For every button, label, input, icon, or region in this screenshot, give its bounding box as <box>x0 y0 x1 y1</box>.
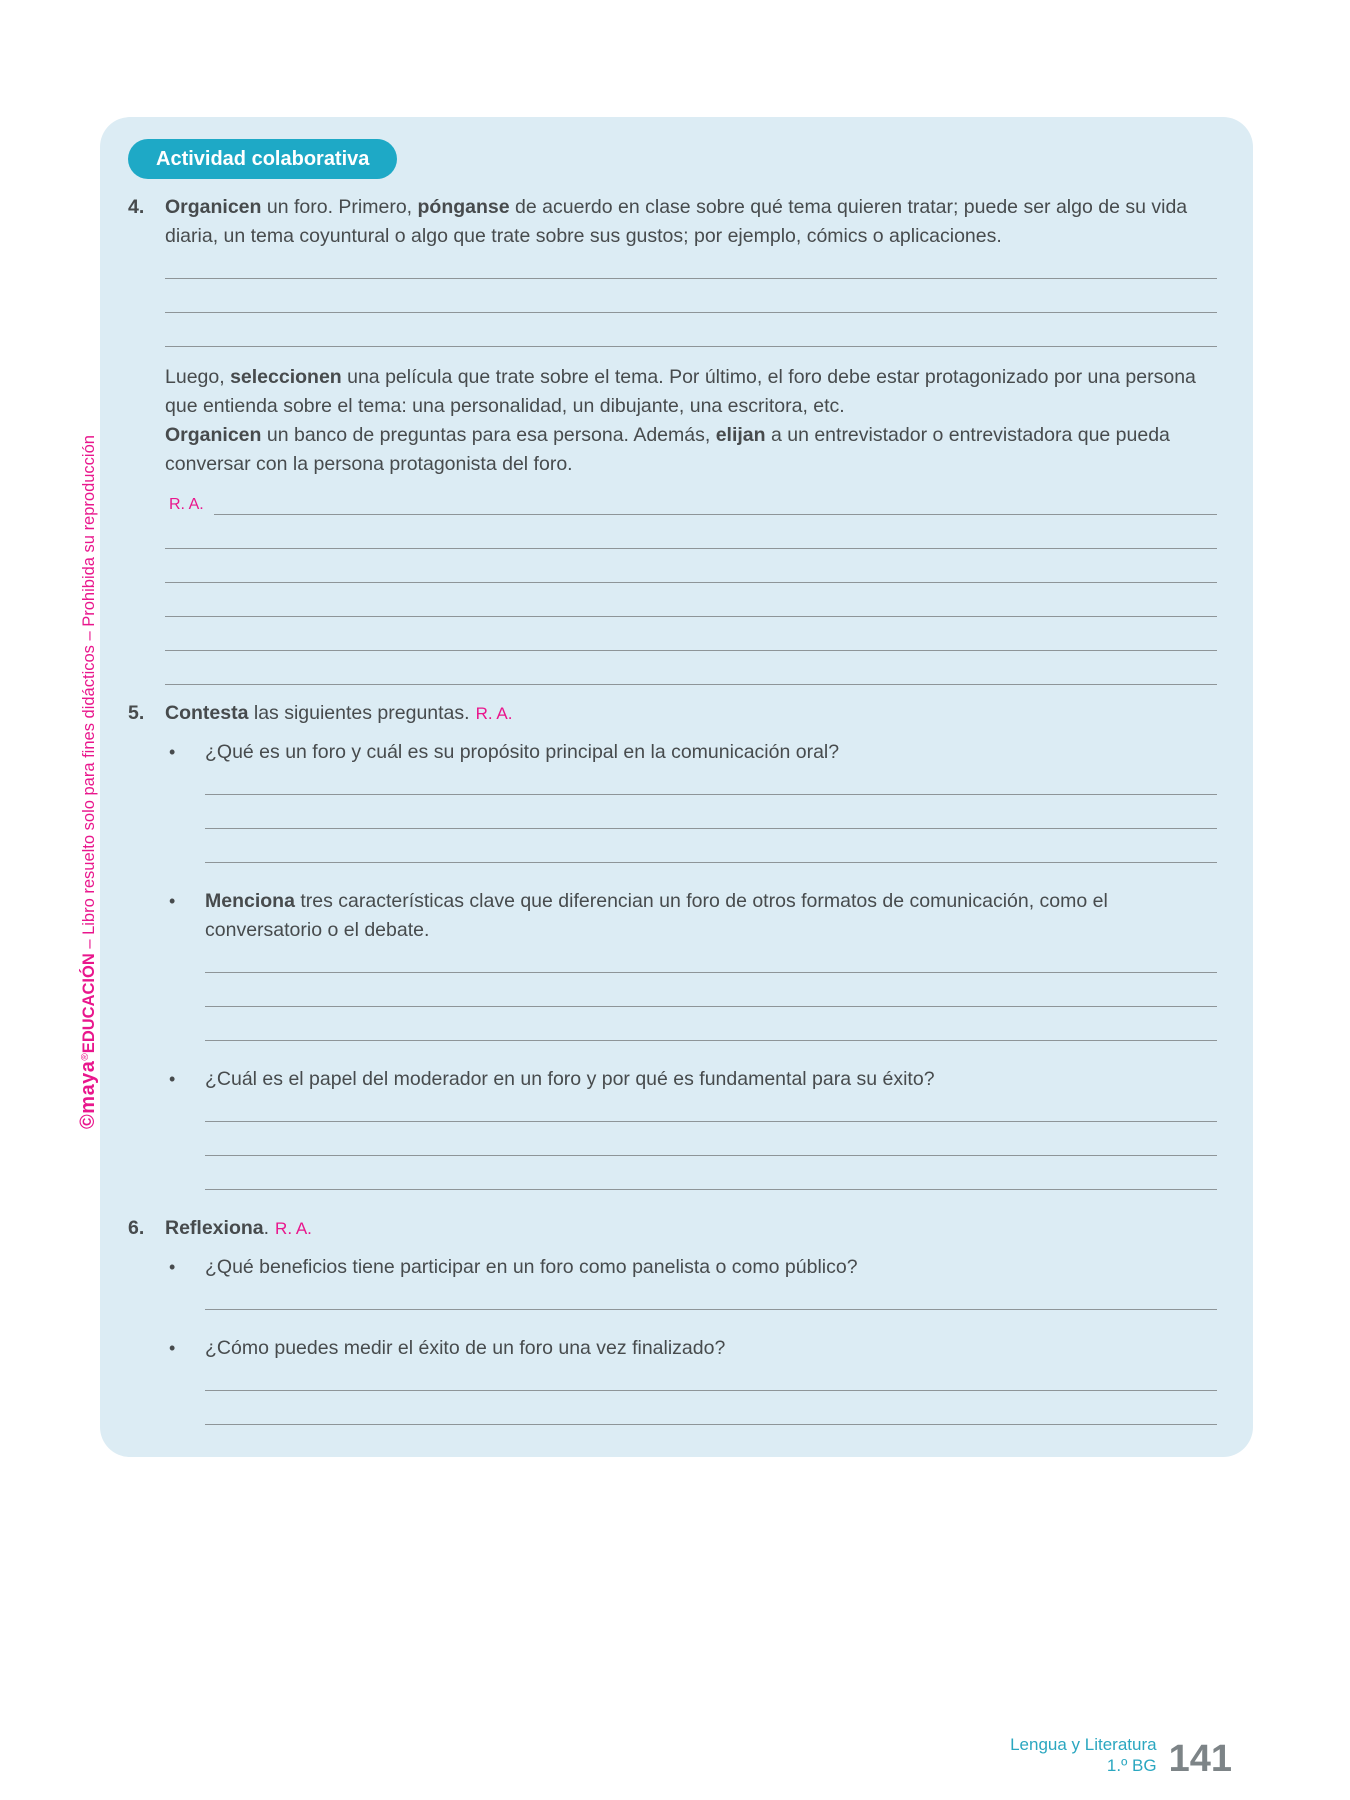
item6-title: Reflexiona. R. A. <box>165 1217 312 1239</box>
page-footer <box>1010 1734 1232 1780</box>
item5-question-2 <box>165 887 1217 1041</box>
question-text: ¿Qué es un foro y cuál es su propósito principal en la comunicación oral? <box>205 741 840 763</box>
answer-line <box>165 583 1217 617</box>
item4-answer-lines-top <box>165 245 1217 347</box>
answer-line <box>205 973 1217 1007</box>
answer-line <box>205 1007 1217 1041</box>
question-answer-lines <box>205 1088 1217 1190</box>
answer-line <box>165 549 1217 583</box>
answer-line <box>205 1156 1217 1190</box>
answer-line <box>205 1391 1217 1425</box>
bullet-icon: • <box>169 1069 176 1089</box>
item5-title: Contesta las siguientes preguntas. R. A. <box>165 702 513 724</box>
answer-line <box>165 515 1217 549</box>
answer-line <box>214 485 1217 515</box>
item5-question-1 <box>165 738 1217 863</box>
question-text: ¿Cómo puedes medir el éxito de un foro una vez finalizado? <box>205 1337 726 1359</box>
bullet-icon: • <box>169 742 176 762</box>
answer-line <box>165 313 1217 347</box>
answer-line <box>205 1122 1217 1156</box>
ra-answer-label: R. A. <box>169 496 204 513</box>
question-answer-lines <box>205 939 1217 1041</box>
item4-ra-row <box>165 485 1217 515</box>
question-answer-lines <box>205 1357 1217 1425</box>
item6-question-1 <box>165 1253 1217 1310</box>
activity-panel <box>100 117 1253 1457</box>
question-text: ¿Qué beneficios tiene participar en un foro como panelista o como público? <box>205 1256 858 1278</box>
bullet-icon: • <box>169 891 176 911</box>
question-answer-lines <box>205 761 1217 863</box>
answer-line <box>205 829 1217 863</box>
item5-question-3 <box>165 1065 1217 1190</box>
activity-item-5 <box>128 699 1217 1190</box>
answer-line <box>165 279 1217 313</box>
item4-instructions-p2: Luego, seleccionen una película que trate sobre el tema. Por último, el foro debe estar protagonizado por una persona que entienda sobre el tema: una personalidad, un dibujante, una escritora, etc. <box>165 366 1196 417</box>
item6-question-2 <box>165 1334 1217 1425</box>
item4-answer-lines-bottom <box>165 515 1217 685</box>
item-number: 5. <box>128 702 145 724</box>
question-text: ¿Cuál es el papel del moderador en un foro y por qué es fundamental para su éxito? <box>205 1068 935 1090</box>
copyright-sidebar-text: ©maya®EDUCACIÓN – Libro resuelto solo para fines didácticos – Prohibida su reproducción <box>77 435 99 1129</box>
item4-instructions-p1: Organicen un foro. Primero, pónganse de acuerdo en clase sobre qué tema quieren tratar; puede ser algo de su vida diaria, un tema coyuntural o algo que trate sobre sus gustos; por ejemplo, cómics o aplicaciones. <box>165 196 1188 247</box>
item-number: 6. <box>128 1217 145 1239</box>
bullet-icon: • <box>169 1338 176 1358</box>
item4-instructions-p3: Organicen un banco de preguntas para esa persona. Además, elijan a un entrevistador o entrevistadora que pueda conversar con la persona protagonista del foro. <box>165 424 1170 475</box>
bullet-icon: • <box>169 1257 176 1277</box>
activity-badge: Actividad colaborativa <box>128 139 397 179</box>
answer-line <box>165 651 1217 685</box>
page-number: 141 <box>1168 1738 1232 1780</box>
activity-item-6 <box>128 1214 1217 1425</box>
answer-line <box>205 795 1217 829</box>
activity-item-4 <box>128 193 1217 685</box>
footer-subject: Lengua y Literatura <box>1010 1735 1157 1754</box>
footer-grade: 1.º BG <box>1106 1756 1157 1775</box>
item-number: 4. <box>128 196 145 218</box>
question-text: Menciona tres características clave que diferencian un foro de otros formatos de comunicación, como el conversatorio o el debate. <box>205 890 1108 941</box>
answer-line <box>165 617 1217 651</box>
